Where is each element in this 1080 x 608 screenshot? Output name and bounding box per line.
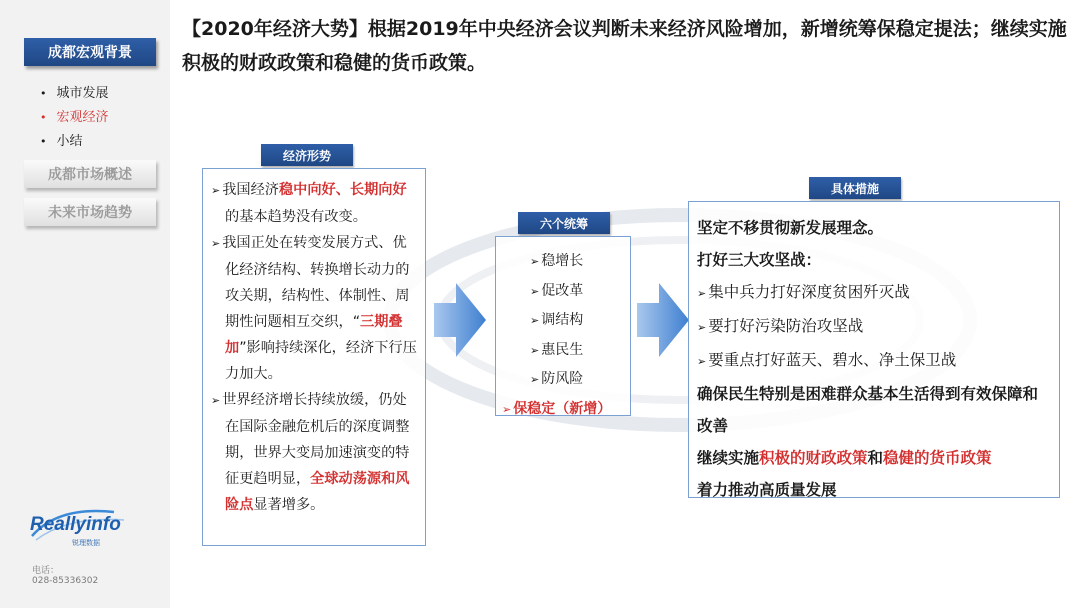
bullet-arrow-icon: ➢	[211, 394, 221, 407]
battle-item-3: ➢ 要重点打好蓝天、碧水、净土保卫战	[697, 351, 957, 369]
nav-sub-macro-economy[interactable]: • 宏观经济	[40, 106, 109, 130]
economy-item-3: ➢ 世界经济增长持续放缓，仍处在国际金融危机后的深度调整期，世界大变局加速演变的特征更趋明显，全球动荡源和风险点显著增多。	[211, 392, 410, 513]
measure-line-5: 着力推动高质量发展	[697, 481, 837, 499]
measures-header: 具体措施	[809, 177, 901, 199]
six-item-5: ➢ 防风险	[530, 371, 584, 387]
economy-item-2: ➢ 我国正处在转变发展方式、优化经济结构、转换增长动力的攻关期，结构性、体制性、周期性问题相互交织，“三期叠加”影响持续深化，经济下行压力加大。	[211, 235, 417, 382]
logo-subtext: 锐理数据	[72, 539, 100, 547]
measures-panel	[688, 201, 1060, 498]
nav-section-market-overview[interactable]: 成都市场概述	[24, 160, 156, 188]
six-item-3: ➢ 调结构	[530, 312, 584, 328]
measure-line-1: 坚定不移贯彻新发展理念。	[697, 219, 884, 237]
logo-text: Reallyinfo	[30, 514, 121, 535]
nav-section-chengdu-macro[interactable]: 成都宏观背景	[24, 38, 156, 66]
bullet-arrow-icon: ➢	[697, 287, 707, 300]
bullet-arrow-icon: ➢	[697, 321, 707, 334]
six-item-2: ➢ 促改革	[530, 282, 584, 299]
measure-line-3: 确保民生特别是困难群众基本生活得到有效保障和改善	[697, 385, 1039, 435]
phone-number: 028-85336302	[32, 576, 99, 586]
nav-sub-list	[40, 82, 109, 154]
economy-panel	[202, 168, 426, 546]
right-arrow-icon	[434, 283, 486, 357]
measure-line-4: 继续实施积极的财政政策和稳健的货币政策	[697, 449, 992, 467]
right-arrow-icon	[637, 283, 689, 357]
six-coordination-header: 六个统筹	[518, 212, 610, 234]
economy-header: 经济形势	[261, 144, 353, 166]
bullet-arrow-icon: ➢	[697, 355, 707, 368]
six-item-1: ➢ 稳增长	[530, 253, 584, 269]
bullet-arrow-icon: ➢	[211, 184, 221, 197]
bullet-arrow-icon: ➢	[211, 237, 221, 250]
nav-section-future-trends[interactable]: 未来市场趋势	[24, 198, 156, 226]
six-item-new: ➢ 保稳定（新增）	[502, 400, 612, 417]
nav-sub-city-development[interactable]: • 城市发展	[40, 82, 109, 106]
phone-label: 电话：	[32, 566, 60, 576]
measure-line-2: 打好三大攻坚战：	[697, 251, 822, 269]
six-coordination-panel	[495, 236, 631, 416]
page-title: 【2020年经济大势】根据2019年中央经济会议判断未来经济风险增加，新增统筹保稳定提法；继续实施积极的财政政策和稳健的货币政策。	[182, 18, 1067, 74]
nav-sub-summary[interactable]: • 小结	[40, 130, 109, 154]
six-item-4: ➢ 惠民生	[530, 341, 584, 358]
economy-item-1: ➢ 我国经济稳中向好、长期向好的基本趋势没有改变。	[211, 182, 407, 225]
battle-item-1: ➢ 集中兵力打好深度贫困歼灭战	[697, 283, 910, 301]
battle-item-2: ➢ 要打好污染防治攻坚战	[697, 317, 864, 335]
